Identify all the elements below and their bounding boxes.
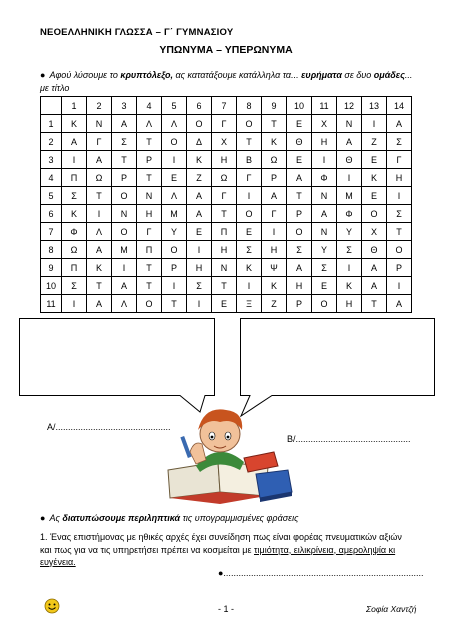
grid-letter-cell: Α	[187, 205, 212, 223]
grid-letter-cell: Φ	[312, 169, 337, 187]
grid-letter-cell: Δ	[187, 133, 212, 151]
grid-letter-cell: Κ	[362, 169, 387, 187]
grid-letter-cell: Α	[387, 115, 412, 133]
grid-letter-cell: Η	[337, 295, 362, 313]
grid-letter-cell: Κ	[237, 259, 262, 277]
instruction-2: ● Ας διατυπώσουμε περιληπτικά τις υπογραμμισμένες φράσεις	[40, 513, 299, 523]
grid-letter-cell: Ω	[262, 151, 287, 169]
grid-column-number: 11	[312, 97, 337, 115]
grid-letter-cell: Ο	[312, 295, 337, 313]
grid-row-number: 1	[41, 115, 62, 133]
grid-letter-cell: Ε	[287, 115, 312, 133]
grid-letter-cell: Λ	[137, 115, 162, 133]
grid-letter-cell: Ε	[237, 223, 262, 241]
grid-letter-cell: Β	[237, 151, 262, 169]
grid-letter-cell: Ρ	[387, 259, 412, 277]
grid-letter-cell: Ο	[162, 133, 187, 151]
answer-b-line: Β/..............................................	[287, 434, 411, 444]
grid-letter-cell: Ρ	[262, 169, 287, 187]
grid-letter-cell: Ω	[62, 241, 87, 259]
grid-letter-cell: Ι	[112, 259, 137, 277]
grid-letter-cell: Π	[212, 223, 237, 241]
grid-letter-cell: Ε	[362, 151, 387, 169]
grid-letter-cell: Θ	[362, 241, 387, 259]
grid-letter-cell: Ι	[162, 277, 187, 295]
grid-letter-cell: Γ	[87, 133, 112, 151]
grid-letter-cell: Τ	[137, 277, 162, 295]
grid-column-number: 8	[237, 97, 262, 115]
grid-letter-cell: Μ	[112, 241, 137, 259]
grid-letter-cell: Ο	[112, 223, 137, 241]
grid-letter-cell: Ι	[62, 151, 87, 169]
grid-letter-cell: Ν	[137, 187, 162, 205]
grid-letter-cell: Ε	[187, 223, 212, 241]
grid-letter-cell: Σ	[387, 205, 412, 223]
grid-row-number: 5	[41, 187, 62, 205]
grid-letter-cell: Τ	[262, 115, 287, 133]
grid-letter-cell: Ο	[387, 241, 412, 259]
grid-letter-cell: Ι	[387, 187, 412, 205]
grid-letter-cell: Η	[137, 205, 162, 223]
grid-letter-cell: Χ	[312, 115, 337, 133]
grid-letter-cell: Γ	[387, 151, 412, 169]
grid-letter-cell: Ο	[162, 241, 187, 259]
answer-a-line: Α/..............................................	[47, 422, 171, 432]
grid-letter-cell: Τ	[162, 295, 187, 313]
grid-column-number: 3	[112, 97, 137, 115]
grid-letter-cell: Π	[137, 241, 162, 259]
grid-letter-cell: Ν	[337, 115, 362, 133]
grid-row-number: 7	[41, 223, 62, 241]
grid-letter-cell: Σ	[187, 277, 212, 295]
grid-letter-cell: Ρ	[162, 259, 187, 277]
grid-letter-cell: Ο	[237, 115, 262, 133]
grid-row-number: 2	[41, 133, 62, 151]
grid-row-number: 4	[41, 169, 62, 187]
grid-letter-cell: Ζ	[262, 295, 287, 313]
grid-column-number: 10	[287, 97, 312, 115]
speech-bubble-a	[20, 319, 215, 413]
grid-letter-cell: Κ	[187, 151, 212, 169]
grid-letter-cell: Ρ	[287, 205, 312, 223]
grid-letter-cell: Σ	[112, 133, 137, 151]
grid-letter-cell: Η	[287, 277, 312, 295]
grid-letter-cell: Τ	[287, 187, 312, 205]
boy-reading-illustration	[148, 400, 298, 510]
grid-letter-cell: Ω	[87, 169, 112, 187]
grid-column-number: 1	[62, 97, 87, 115]
bullet-icon: ●	[40, 70, 46, 80]
grid-row-number: 10	[41, 277, 62, 295]
grid-letter-cell: Τ	[362, 295, 387, 313]
grid-letter-cell: Α	[262, 187, 287, 205]
grid-letter-cell: Σ	[237, 241, 262, 259]
grid-letter-cell: Η	[187, 259, 212, 277]
grid-row-number: 9	[41, 259, 62, 277]
grid-letter-cell: Ζ	[362, 133, 387, 151]
grid-letter-cell: Μ	[162, 205, 187, 223]
grid-letter-cell: Λ	[162, 187, 187, 205]
grid-letter-cell: Ι	[337, 259, 362, 277]
grid-letter-cell: Λ	[162, 115, 187, 133]
grid-letter-cell: Ψ	[262, 259, 287, 277]
grid-letter-cell: Τ	[212, 205, 237, 223]
grid-letter-cell: Κ	[262, 277, 287, 295]
grid-letter-cell: Γ	[262, 205, 287, 223]
grid-column-number: 5	[162, 97, 187, 115]
grid-letter-cell: Ζ	[187, 169, 212, 187]
grid-letter-cell: Σ	[62, 277, 87, 295]
grid-letter-cell: Η	[212, 151, 237, 169]
grid-letter-cell: Ι	[187, 241, 212, 259]
grid-letter-cell: Ε	[287, 151, 312, 169]
grid-letter-cell: Υ	[312, 241, 337, 259]
grid-letter-cell: Ν	[312, 187, 337, 205]
page-title: ΥΠΩΝΥΜΑ – ΥΠΕΡΩΝΥΜΑ	[159, 44, 293, 56]
grid-letter-cell: Α	[362, 277, 387, 295]
grid-letter-cell: Ρ	[287, 295, 312, 313]
grid-letter-cell: Κ	[337, 277, 362, 295]
grid-letter-cell: Ι	[162, 151, 187, 169]
grid-letter-cell: Φ	[62, 223, 87, 241]
grid-letter-cell: Κ	[87, 259, 112, 277]
exercise-sentence: 1. Ένας επιστήμονας με ηθικές αρχές έχει συνείδηση πως είναι φορέας πνευματικών αξιών και πως για να τις υπηρετήσει πρέπει να κοσμείται με τιμιότητα, ειλικρίνεια, αμεροληψία κι ευγένεια.	[40, 532, 402, 567]
grid-letter-cell: Κ	[262, 133, 287, 151]
grid-column-number: 2	[87, 97, 112, 115]
grid-column-number: 13	[362, 97, 387, 115]
grid-letter-cell: Ε	[162, 169, 187, 187]
grid-letter-cell: Α	[387, 295, 412, 313]
grid-letter-cell: Α	[287, 169, 312, 187]
grid-row-number: 6	[41, 205, 62, 223]
grid-letter-cell: Ν	[312, 223, 337, 241]
grid-letter-cell: Ο	[137, 295, 162, 313]
grid-letter-cell: Η	[387, 169, 412, 187]
grid-letter-cell: Θ	[337, 151, 362, 169]
grid-letter-cell: Α	[362, 259, 387, 277]
grid-letter-cell: Α	[337, 133, 362, 151]
grid-letter-cell: Ι	[362, 115, 387, 133]
grid-letter-cell: Γ	[212, 187, 237, 205]
grid-letter-cell: Α	[87, 151, 112, 169]
grid-letter-cell: Σ	[387, 133, 412, 151]
grid-letter-cell: Π	[62, 169, 87, 187]
grid-letter-cell: Γ	[212, 115, 237, 133]
grid-row-number: 8	[41, 241, 62, 259]
grid-letter-cell: Η	[212, 241, 237, 259]
grid-letter-cell: Α	[62, 133, 87, 151]
grid-letter-cell: Κ	[62, 115, 87, 133]
grid-letter-cell: Η	[312, 133, 337, 151]
bullet-icon: ●	[40, 513, 46, 523]
instruction-1: ● Αφού λύσουμε το κρυπτόλεξο, ας κατατάξουμε κατάλληλα τα... ευρήματα σε δυο ομάδες... με τίτλο	[40, 70, 413, 93]
grid-letter-cell: Ω	[212, 169, 237, 187]
grid-letter-cell: Ι	[387, 277, 412, 295]
grid-letter-cell: Σ	[337, 241, 362, 259]
grid-letter-cell: Γ	[137, 223, 162, 241]
grid-letter-cell: Τ	[137, 169, 162, 187]
grid-letter-cell: Ι	[187, 295, 212, 313]
grid-letter-cell: Υ	[162, 223, 187, 241]
grid-letter-cell: Φ	[337, 205, 362, 223]
grid-letter-cell: Ι	[87, 205, 112, 223]
grid-row-number: 11	[41, 295, 62, 313]
grid-letter-cell: Ι	[62, 295, 87, 313]
grid-letter-cell: Λ	[87, 223, 112, 241]
grid-letter-cell: Α	[312, 205, 337, 223]
grid-letter-cell: Σ	[312, 259, 337, 277]
grid-column-number: 9	[262, 97, 287, 115]
grid-letter-cell: Τ	[137, 259, 162, 277]
grid-letter-cell: Τ	[87, 187, 112, 205]
grid-letter-cell: Ε	[362, 187, 387, 205]
grid-letter-cell: Ο	[187, 115, 212, 133]
grid-letter-cell: Τ	[387, 223, 412, 241]
grid-letter-cell: Χ	[212, 133, 237, 151]
grid-letter-cell: Α	[87, 295, 112, 313]
author-name: Σοφία Χαντζή	[366, 604, 417, 614]
grid-letter-cell: Μ	[337, 187, 362, 205]
grid-letter-cell: Α	[287, 259, 312, 277]
grid-letter-cell: Ο	[287, 223, 312, 241]
grid-letter-cell: Ν	[212, 259, 237, 277]
underlined-phrase: τιμιότητα, ειλικρίνεια, αμεροληψία κι ευγένεια.	[40, 544, 396, 567]
grid-letter-cell: Η	[262, 241, 287, 259]
grid-letter-cell: Α	[112, 115, 137, 133]
grid-letter-cell: Ι	[237, 277, 262, 295]
grid-letter-cell: Ο	[112, 187, 137, 205]
grid-column-number: 7	[212, 97, 237, 115]
grid-letter-cell: Γ	[237, 169, 262, 187]
grid-letter-cell: Σ	[287, 241, 312, 259]
grid-letter-cell: Ο	[362, 205, 387, 223]
grid-letter-cell: Ν	[112, 205, 137, 223]
grid-letter-cell: Υ	[337, 223, 362, 241]
grid-letter-cell: Τ	[137, 133, 162, 151]
page-number: - 1 -	[217, 604, 234, 614]
grid-letter-cell: Τ	[237, 133, 262, 151]
grid-letter-cell: Α	[187, 187, 212, 205]
grid-row-number: 3	[41, 151, 62, 169]
grid-letter-cell: Ξ	[237, 295, 262, 313]
grid-letter-cell: Ρ	[137, 151, 162, 169]
grid-letter-cell: Λ	[112, 295, 137, 313]
grid-letter-cell: Τ	[112, 151, 137, 169]
grid-column-number: 6	[187, 97, 212, 115]
answer-line: ●................................................................................	[218, 568, 424, 578]
grid-letter-cell: Τ	[212, 277, 237, 295]
grid-column-number: 4	[137, 97, 162, 115]
grid-letter-cell: Α	[87, 241, 112, 259]
grid-column-number: 14	[387, 97, 412, 115]
grid-letter-cell: Τ	[87, 277, 112, 295]
grid-letter-cell: Ο	[237, 205, 262, 223]
grid-letter-cell: Α	[112, 277, 137, 295]
grid-letter-cell: Ρ	[112, 169, 137, 187]
grid-letter-cell: Ι	[262, 223, 287, 241]
grid-letter-cell: Σ	[62, 187, 87, 205]
grid-column-number: 12	[337, 97, 362, 115]
grid-letter-cell: Π	[62, 259, 87, 277]
grid-letter-cell: Χ	[362, 223, 387, 241]
grid-letter-cell: Ε	[312, 277, 337, 295]
grid-letter-cell: Θ	[287, 133, 312, 151]
page-header: ΝΕΟΕΛΛΗΝΙΚΗ ΓΛΩΣΣΑ – Γ΄ ΓΥΜΝΑΣΙΟΥ	[40, 27, 234, 38]
grid-letter-cell: Ι	[237, 187, 262, 205]
grid-letter-cell: Ι	[312, 151, 337, 169]
grid-letter-cell: Ν	[87, 115, 112, 133]
grid-letter-cell: Κ	[62, 205, 87, 223]
grid-letter-cell: Ε	[212, 295, 237, 313]
grid-letter-cell: Ι	[337, 169, 362, 187]
